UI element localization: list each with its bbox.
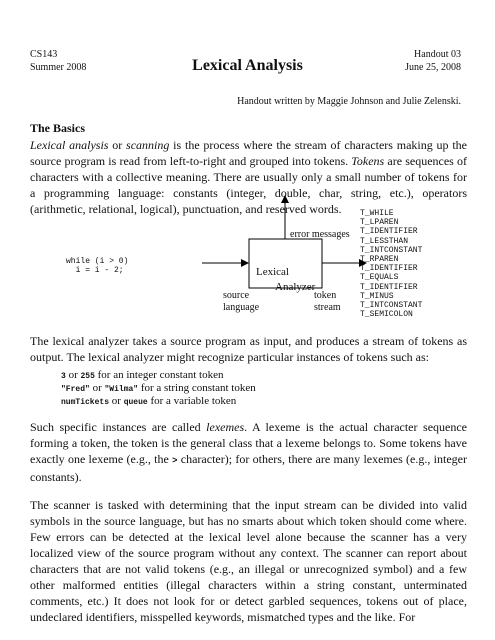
analyzer-label-lexical: Lexical (256, 266, 289, 278)
paragraph-4: The scanner is tasked with determining that the input stream can be divided into valid symbols in the source language, but has no smarts about which token should come where. Few errors can be detected at the lexical level alone because the scanner has a very localized view of the source program without any context. The scanner can report about characters that are not valid tokens (e.g., an illegal or unrecognized symbol) and a few other malformed entities (illegal characters within a string constant, unterminated comments, etc.) It does not look for or detect garbled sequences, tokens out of place, undeclared identifiers, misspelled keywords, mismatched types and the like. For (30, 498, 467, 624)
byline: Handout written by Maggie Johnson and Julie Zelenski. (237, 96, 461, 107)
handout-date: June 25, 2008 (405, 62, 461, 73)
source-label-2: language (223, 302, 260, 313)
paragraph-2: The lexical analyzer takes a source program as input, and produces a stream of tokens as output. The lexical analyzer might recognize particular instances of tokens such as: (30, 334, 467, 364)
example-desc: for an integer constant token (94, 369, 224, 381)
para3-text-1: Such specific instances are called (30, 420, 207, 434)
example-or: or (89, 382, 105, 394)
token-item: T_WHILE (360, 209, 394, 218)
token-item: T_MINUS (360, 291, 394, 301)
token-item: T_INTCONSTANT (360, 301, 423, 311)
token-item: T_LESSTHAN (360, 236, 409, 246)
example-lexeme-a: 3 (61, 372, 66, 381)
source-label-1: source (223, 290, 250, 301)
term-scanning: scanning (126, 138, 170, 152)
token-item: T_INTCONSTANT (360, 245, 423, 255)
example-lexeme-b: "Wilma" (104, 385, 139, 394)
token-item: T_IDENTIFIER (360, 282, 418, 292)
page-title: Lexical Analysis (192, 57, 303, 74)
example-lexeme-a: "Fred" (61, 385, 90, 394)
term-lexemes: lexemes (206, 420, 245, 434)
example-desc: for a variable token (147, 395, 237, 407)
paragraph-3 (30, 419, 467, 485)
token-stream-label-1: token (314, 290, 337, 301)
handout-number: Handout 03 (414, 49, 461, 60)
token-item: T_SEMICOLON (360, 310, 413, 320)
token-stream-label-2: stream (314, 302, 341, 313)
source-code-line-2: i = i - 2; (66, 266, 124, 275)
para3-code: > (172, 456, 178, 466)
example-desc: for a string constant token (138, 382, 256, 394)
intro-text-1: is the process where the stream of characters making up the source program is read from left-to-right and grouped into tokens. (30, 138, 468, 168)
example-lexeme-a: numTickets (61, 398, 110, 407)
source-code-line-1: while (i > 0) (66, 257, 129, 266)
example-lexeme-b: queue (123, 398, 148, 407)
analyzer-label-analyzer: Analyzer (275, 281, 316, 293)
example-line (61, 382, 256, 396)
example-line (61, 395, 236, 409)
course-term: Summer 2008 (30, 62, 87, 73)
term-tokens: Tokens (351, 154, 385, 168)
token-item: T_RPAREN (360, 255, 399, 265)
example-lexeme-b: 255 (80, 372, 95, 381)
intro-or: or (108, 138, 127, 152)
term-lexical-analysis: Lexical analysis (30, 138, 109, 152)
error-messages-label: error messages (290, 229, 350, 240)
course-code: CS143 (30, 49, 58, 60)
section-heading: The Basics (30, 121, 86, 135)
token-item: T_LPAREN (360, 218, 399, 228)
intro-text-2: are sequences of characters with a collective meaning. There are usually only a small number of tokens for a programming language: constants (integer, double, char, string, etc.), operators (arithmetic, relational, logical), punctuation, and reserved words. (30, 154, 468, 216)
token-item: T_IDENTIFIER (360, 264, 418, 274)
para3-text-3: character); for others, there are many lexemes (e.g., integer constants). (30, 452, 467, 484)
example-or: or (109, 395, 124, 407)
token-item: T_EQUALS (360, 273, 399, 283)
token-list (360, 209, 422, 319)
para3-text-2: . A lexeme is the actual character sequence forming a token, the token is the general class that a lexeme belongs to. Some tokens have exactly one lexeme (e.g., the (30, 420, 467, 466)
token-item: T_IDENTIFIER (360, 227, 418, 237)
example-or: or (65, 369, 81, 381)
example-line (61, 369, 224, 383)
